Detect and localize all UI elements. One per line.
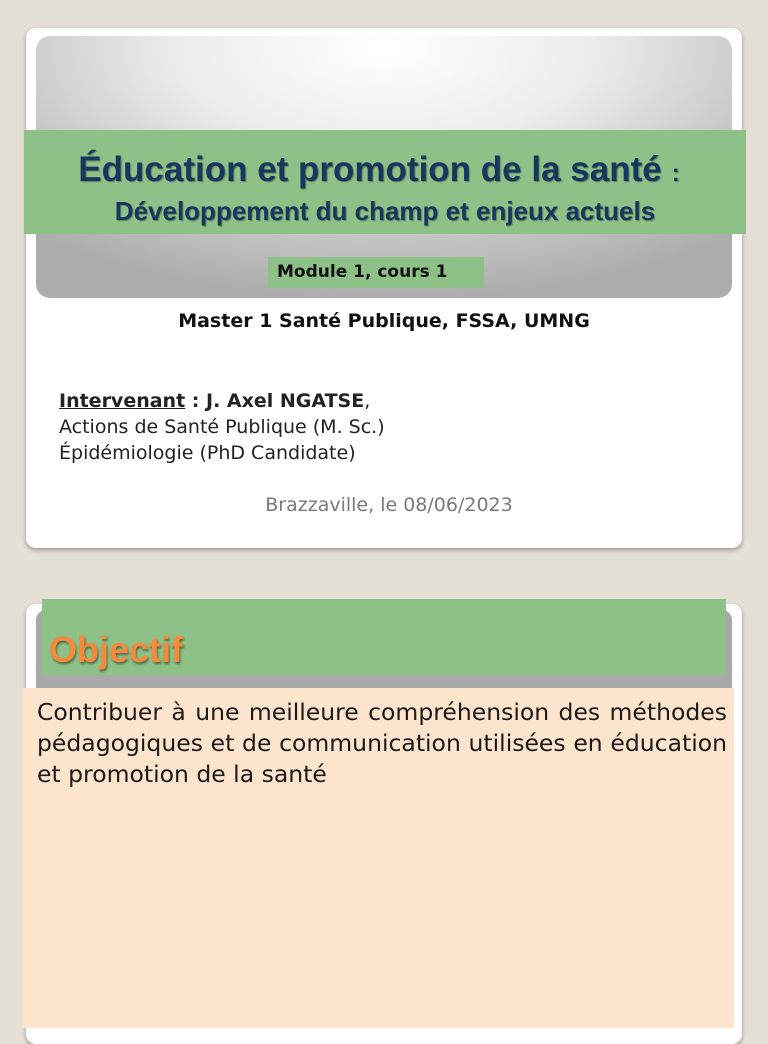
speaker-credential-1: Actions de Santé Publique (M. Sc.) (59, 416, 385, 438)
program-line: Master 1 Santé Publique, FSSA, UMNG (178, 310, 590, 332)
speaker-trailing: , (364, 390, 371, 412)
module-badge: Module 1, cours 1 (268, 257, 484, 288)
place-date: Brazzaville, le 08/06/2023 (265, 494, 513, 516)
title-colon: : (671, 160, 680, 187)
presentation-title (12, 150, 746, 194)
speaker-block (59, 388, 385, 466)
speaker-line (59, 388, 385, 414)
speaker-credential-2: Épidémiologie (PhD Candidate) (59, 442, 356, 464)
title-main-text: Éducation et promotion de la santé (78, 150, 662, 189)
presentation-subtitle: Développement du champ et enjeux actuels (114, 196, 656, 226)
title-slide (26, 28, 742, 548)
objective-body-text: Contribuer à une meilleure compréhension des méthodes pédagogiques et de communication utilisées en éducation et promotion de la santé (37, 698, 727, 788)
speaker-name: J. Axel NGATSE (206, 390, 365, 412)
speaker-label: Intervenant (59, 390, 186, 412)
speaker-separator: : (185, 390, 206, 412)
title-band (24, 130, 746, 234)
objective-heading: Objectif (49, 629, 184, 670)
